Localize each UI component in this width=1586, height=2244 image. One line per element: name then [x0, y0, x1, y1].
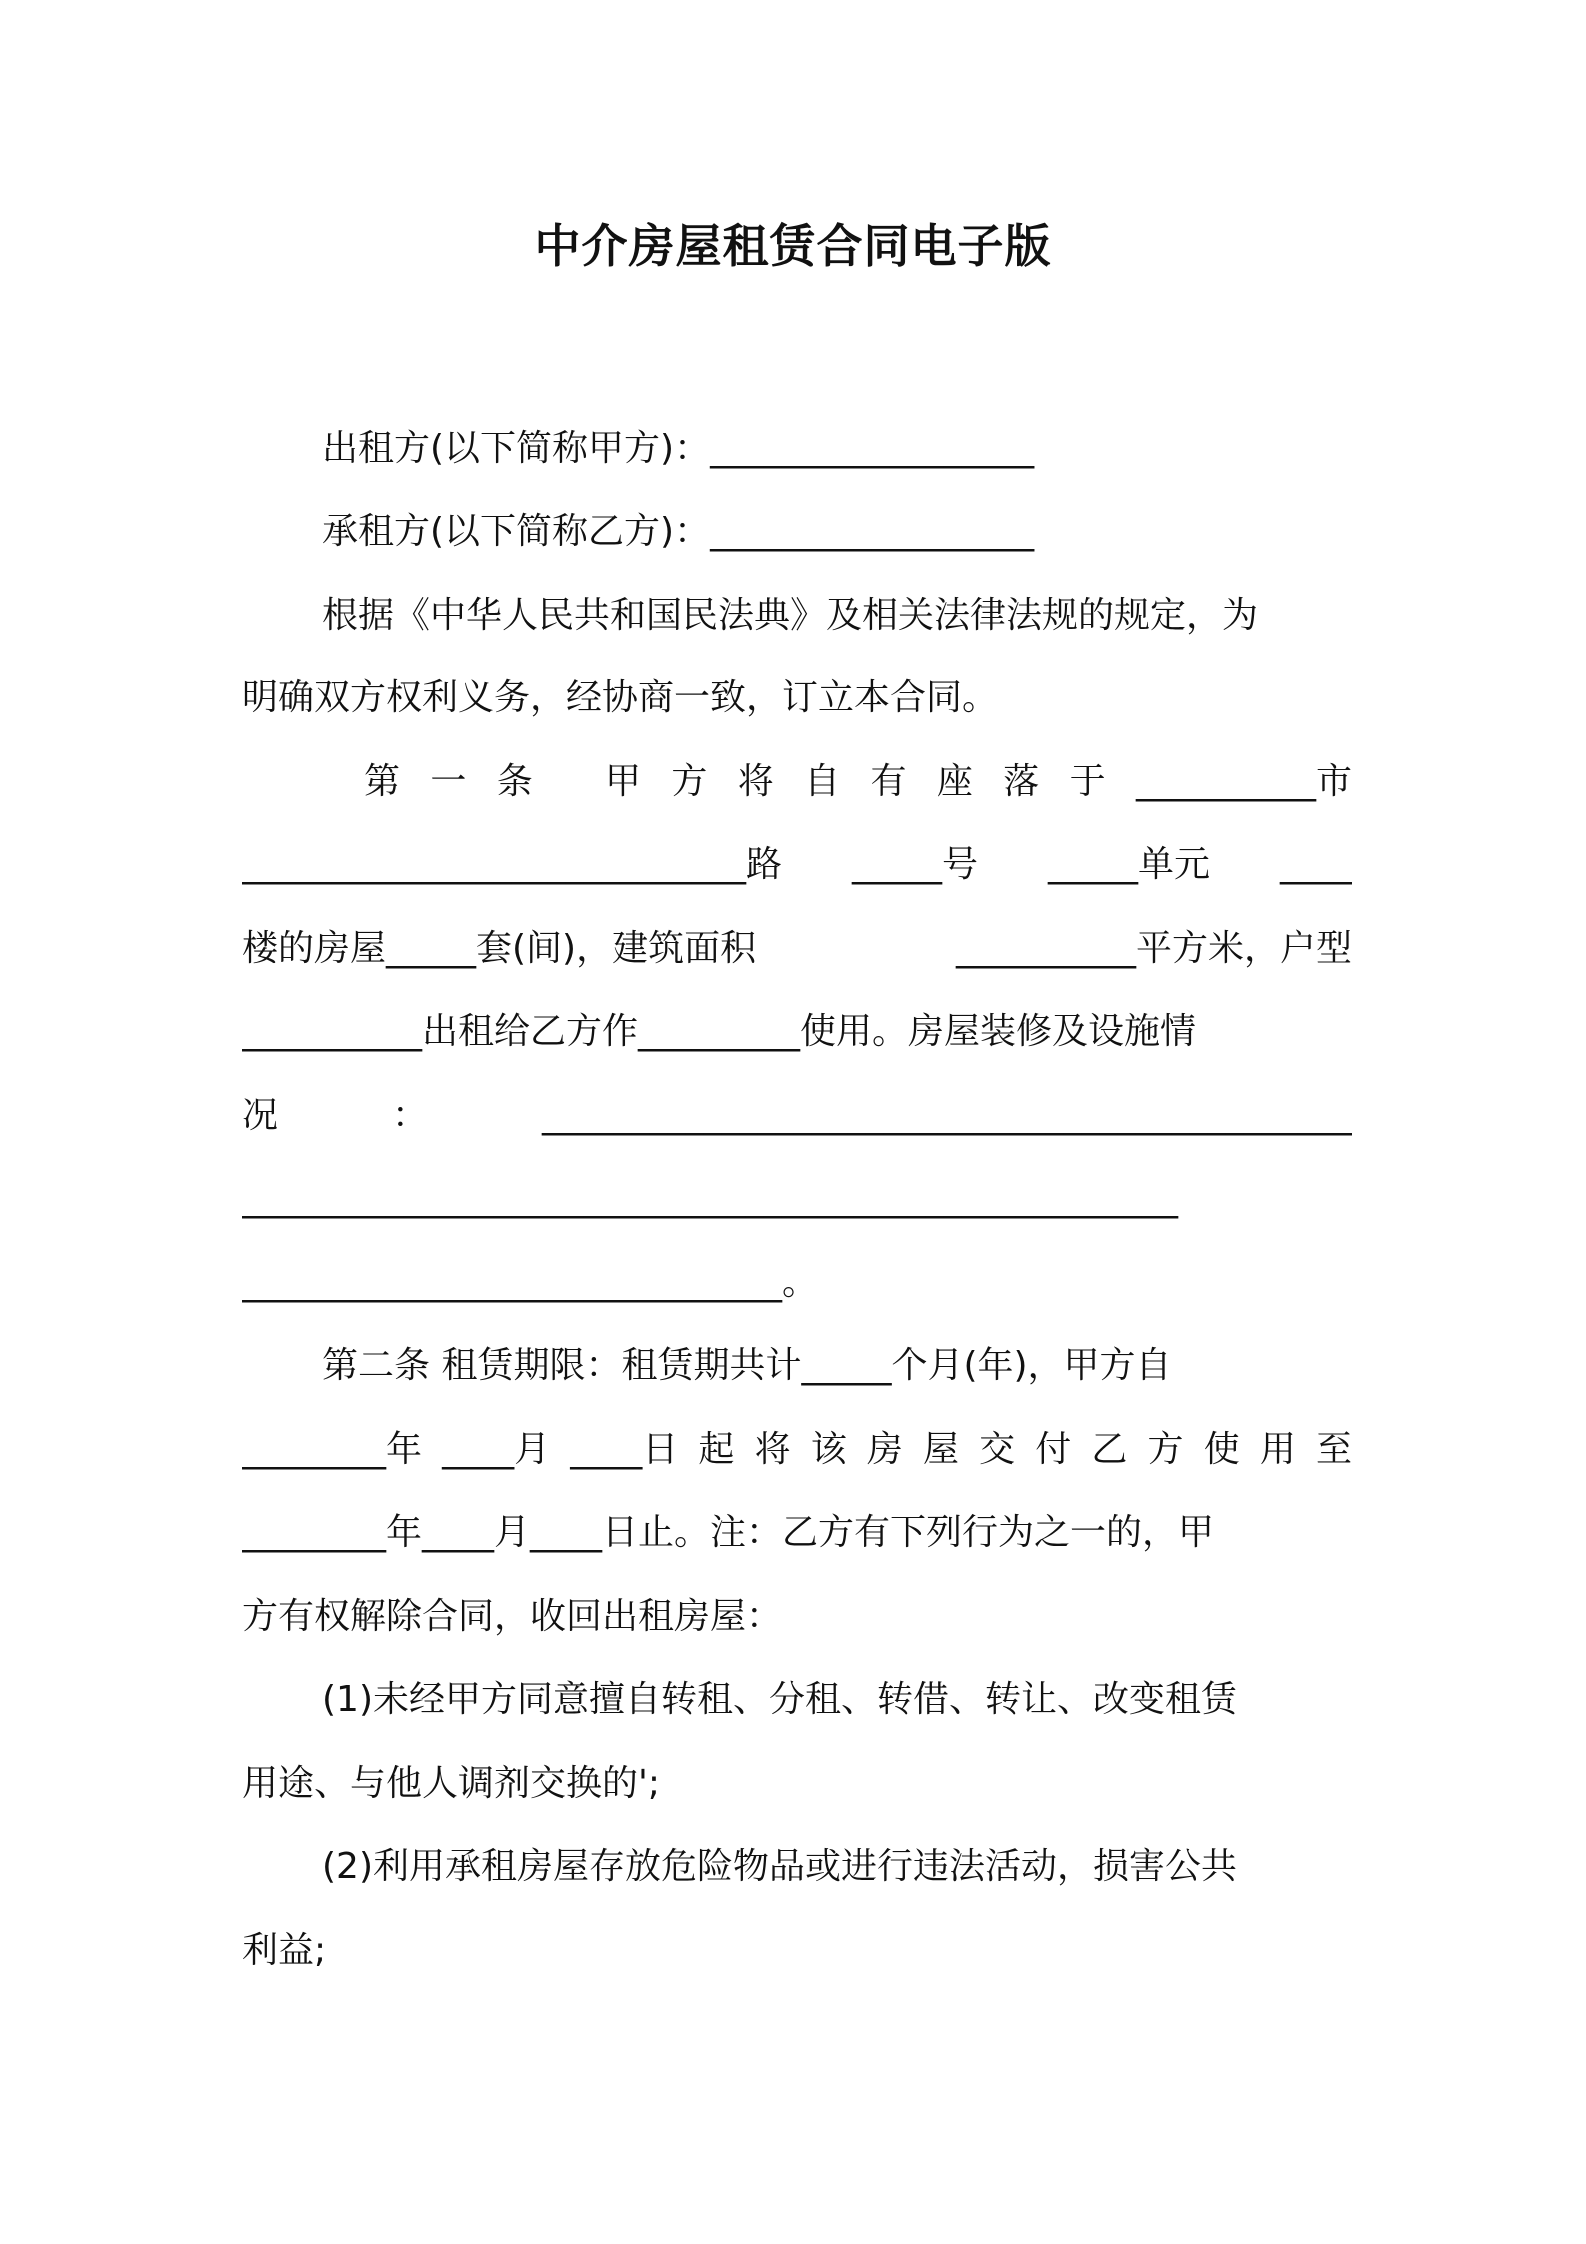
- item-2-line-1: (2)利用承租房屋存放危险物品或进行违法活动，损害公共: [322, 1846, 1237, 1887]
- article1-line-5: [242, 1089, 1352, 1143]
- article1-word: 座: [936, 761, 973, 802]
- article1-line-2: [242, 838, 1352, 892]
- article2-word: 方: [1147, 1429, 1184, 1470]
- article1-line-7: ______________________________。: [242, 1262, 818, 1303]
- article2-word: 起: [698, 1429, 735, 1470]
- article1-word: 有: [870, 761, 907, 802]
- item-1-line-1: (1)未经甲方同意擅自转租、分租、转借、转让、改变租赁: [322, 1679, 1237, 1720]
- article2-word: 将: [754, 1429, 791, 1470]
- article2-word: 至: [1315, 1429, 1352, 1470]
- article1-line-6: ____________________________________________________: [242, 1178, 1178, 1219]
- item-2-line-2: 利益;: [242, 1930, 327, 1971]
- article2-word: 用: [1259, 1429, 1296, 1470]
- article1-word: 一: [430, 761, 467, 802]
- article2-word: 交: [979, 1429, 1016, 1470]
- preamble-line-1: 根据《中华人民共和国民法典》及相关法律法规的规定，为: [322, 595, 1259, 636]
- article1-word: 条: [496, 761, 533, 802]
- article2-word: 房: [866, 1429, 903, 1470]
- preamble-line-2: 明确双方权利义务，经协商一致，订立本合同。: [242, 677, 999, 718]
- article2-word: ____月: [442, 1429, 551, 1470]
- article1-line-3: [242, 922, 1352, 976]
- article2-word: 付: [1035, 1429, 1072, 1470]
- article1-line-1: [364, 755, 1352, 809]
- article1-line-4: __________出租给乙方作_________使用。房屋装修及设施情: [242, 1011, 1197, 1052]
- article1-segment: ____: [1279, 844, 1352, 885]
- article1-word: [563, 755, 574, 809]
- article2-word: 该: [810, 1429, 847, 1470]
- article2-line-2: [242, 1423, 1352, 1477]
- article1-word: __________市: [1135, 761, 1352, 802]
- article1-segment: ：: [392, 1095, 429, 1136]
- article1-word: 将: [737, 761, 774, 802]
- article2-line-4: 方有权解除合同，收回出租房屋：: [242, 1596, 783, 1637]
- article2-line-3: ________年____月____日止。注：乙方有下列行为之一的，甲: [242, 1512, 1215, 1553]
- article2-word: 乙: [1091, 1429, 1128, 1470]
- article1-word: 自: [804, 761, 841, 802]
- article1-word: 落: [1003, 761, 1040, 802]
- article1-word: 方: [671, 761, 708, 802]
- article1-segment: _____单元: [1047, 844, 1210, 885]
- party-b-line: 承租方(以下简称乙方)：__________________: [322, 511, 1035, 552]
- party-a-line: 出租方(以下简称甲方)：__________________: [322, 428, 1035, 469]
- article1-segment: 况: [242, 1095, 279, 1136]
- document-title: 中介房屋租赁合同电子版: [534, 219, 1052, 273]
- article1-segment: _____________________________________________: [542, 1095, 1352, 1136]
- article2-word: ________年: [242, 1429, 423, 1470]
- article1-word: 于: [1069, 761, 1106, 802]
- article1-segment: _____号: [851, 844, 978, 885]
- article1-segment: ____________________________路: [242, 844, 782, 885]
- article1-segment: 楼的房屋_____套(间)，建筑面积: [242, 928, 757, 969]
- article2-line-1: 第二条 租赁期限：租赁期共计_____个月(年)，甲方自: [322, 1345, 1172, 1386]
- article2-word: 屋: [922, 1429, 959, 1470]
- article2-word: ____日: [570, 1429, 679, 1470]
- article2-word: 使: [1203, 1429, 1240, 1470]
- article1-word: 第: [364, 761, 401, 802]
- item-1-line-2: 用途、与他人调剂交换的';: [242, 1763, 661, 1804]
- article1-segment: __________平方米，户型: [955, 928, 1352, 969]
- article1-word: 甲: [604, 761, 641, 802]
